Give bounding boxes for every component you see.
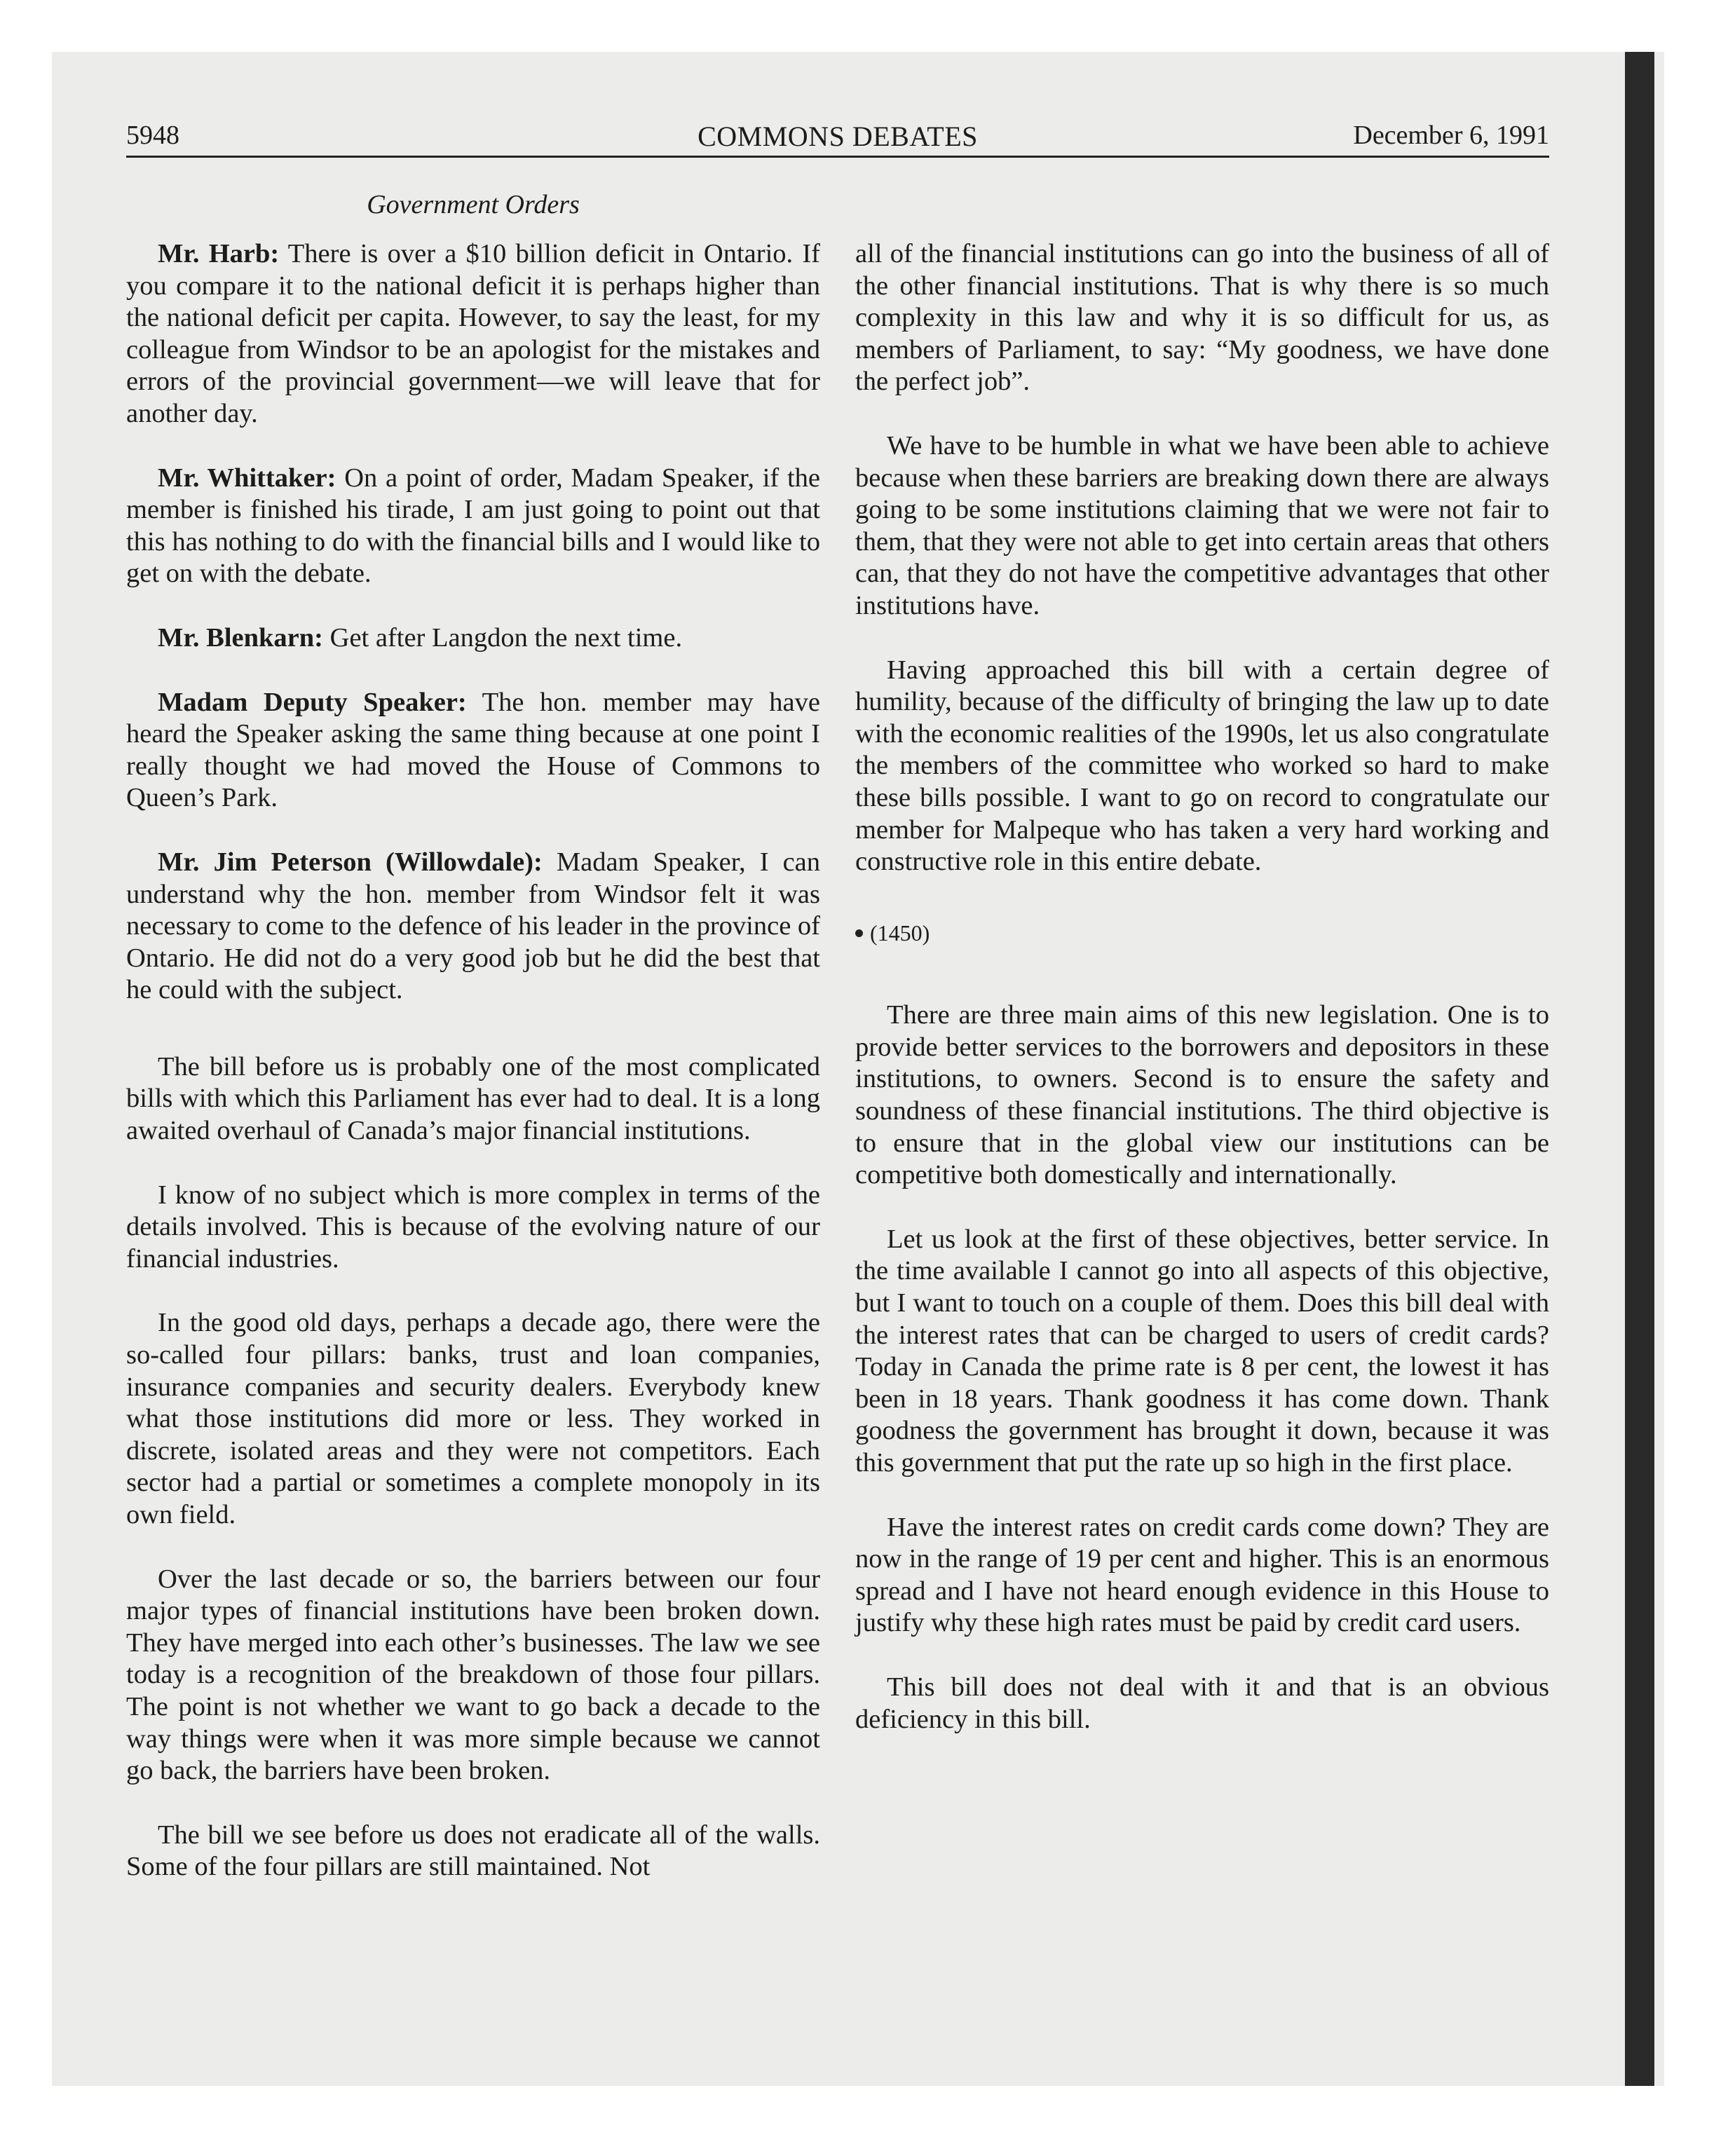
publication-title: COMMONS DEBATES <box>698 121 978 152</box>
paragraph-text: On a point of order, Madam Speaker, if the member is finished his tirade, I am just going to point out that this has nothing to do with the financial bills and I would like to get on with the debate. <box>126 463 820 589</box>
paragraph <box>126 847 820 1007</box>
time-stamp-text: (1450) <box>870 920 930 946</box>
paragraph: In the good old days, perhaps a decade ago, there were the so-called four pillars: banks, trust and loan companies, insurance companies and security dealers. Everybody knew what those institutions did more or less. They worked in discrete, isolated areas and they were not competitors. Each sector had a partial or sometimes a complete monopoly in its own field. <box>126 1308 820 1529</box>
speaker-name: Mr. Harb: <box>158 239 280 268</box>
paragraph: This bill does not deal with it and that is an obvious deficiency in this bill. <box>855 1672 1549 1734</box>
paragraph-text: Get after Langdon the next time. <box>329 622 683 653</box>
speaker-name: Mr. Jim Peterson (Willowdale): <box>158 847 543 877</box>
scan-binding-edge <box>1625 52 1654 2086</box>
section-title: Government Orders <box>367 190 580 219</box>
paragraph <box>126 622 820 655</box>
paragraph-text: There is over a $10 billion deficit in Ontario. If you compare it to the national deficit it is perhaps higher than the national deficit per capita. However, to say the least, for my colleague from Windsor to be an apologist for the mistakes and errors of the provincial government—we will leave that for another day. <box>126 239 820 428</box>
paragraph: Have the interest rates on credit cards come down? They are now in the range of 19 per cent and higher. This is an enormous spread and I have not heard enough evidence in this House to justify why these high rates must be paid by credit card users. <box>855 1512 1549 1638</box>
paragraph: The bill we see before us does not eradicate all of the walls. Some of the four pillars are still maintained. Not <box>126 1820 820 1882</box>
speaker-name: Mr. Blenkarn: <box>158 622 324 653</box>
paragraph-text: The hon. member may have heard the Speaker asking the same thing because at one point I really thought we had moved the House of Commons to Queen’s Park. <box>126 687 820 813</box>
bullet-icon <box>855 929 863 937</box>
paragraph <box>126 238 820 430</box>
paragraph-text: Madam Speaker, I can understand why the hon. member from Windsor felt it was necessary to come to the defence of his leader in the province of Ontario. He did not do a very good job but he did the best that he could with the subject. <box>126 847 821 1005</box>
speaker-name: Mr. Whittaker: <box>158 463 336 493</box>
right-column <box>855 238 1549 1768</box>
paragraph: Let us look at the first of these objectives, better service. In the time available I cannot go into all aspects of this objective, but I want to touch on a couple of them. Does this bill deal with the interest rates that can be charged to users of credit cards? Today in Canada the prime rate is 8 per cent, the lowest it has been in 18 years. Thank goodness it has come down. Thank goodness the government has brought it down, because it was this government that put the rate up so high in the first place. <box>855 1224 1549 1478</box>
paragraph: Having approached this bill with a certain degree of humility, because of the difficulty of bringing the law up to date with the economic realities of the 1990s, let us also congratulate the members of the committee who worked so hard to make these bills possible. I want to go on record to congratulate our member for Malpeque who has taken a very hard working and constructive role in this entire debate. <box>855 655 1549 877</box>
paragraph: The bill before us is probably one of the most complicated bills with which this Parliament has ever had to deal. It is a long awaited overhaul of Canada’s major financial institutions. <box>126 1051 820 1146</box>
paragraph <box>126 687 820 814</box>
header-rule <box>126 156 1549 158</box>
paragraph: Over the last decade or so, the barriers between our four major types of financial institutions have been broken down. They have merged into each other’s businesses. The law we see today is a recognition of the breakdown of those four pillars. The point is not whether we want to go back a decade to the way things were when it was more simple because we cannot go back, the barriers have been broken. <box>126 1564 820 1786</box>
page-number: 5948 <box>126 121 179 150</box>
paragraph: There are three main aims of this new legislation. One is to provide better services to the borrowers and depositors in these institutions, to owners. Second is to ensure the safety and soundness of these financial institutions. The third objective is to ensure that in the global view our institutions can be competitive both domestically and internationally. <box>855 1000 1549 1190</box>
paragraph: We have to be humble in what we have been able to achieve because when these barriers are breaking down there are always going to be some institutions claiming that we were not fair to them, that they were not able to get into certain areas that others can, that they do not have the competitive advantages that other institutions have. <box>855 430 1549 620</box>
time-stamp <box>855 917 1549 950</box>
page-header <box>126 116 1549 158</box>
paragraph: I know of no subject which is more complex in terms of the details involved. This is because of the evolving nature of our financial industries. <box>126 1180 820 1274</box>
paragraph <box>126 463 820 590</box>
left-column <box>126 238 820 1916</box>
speaker-name: Madam Deputy Speaker: <box>158 687 467 717</box>
continued-paragraph: all of the financial institutions can go into the business of all of the other financial institutions. That is why there is so much complexity in this law and why it is so difficult for us, as members of Parliament, to say: “My goodness, we have done the perfect job”. <box>855 239 1549 397</box>
publication-date: December 6, 1991 <box>1353 121 1549 150</box>
